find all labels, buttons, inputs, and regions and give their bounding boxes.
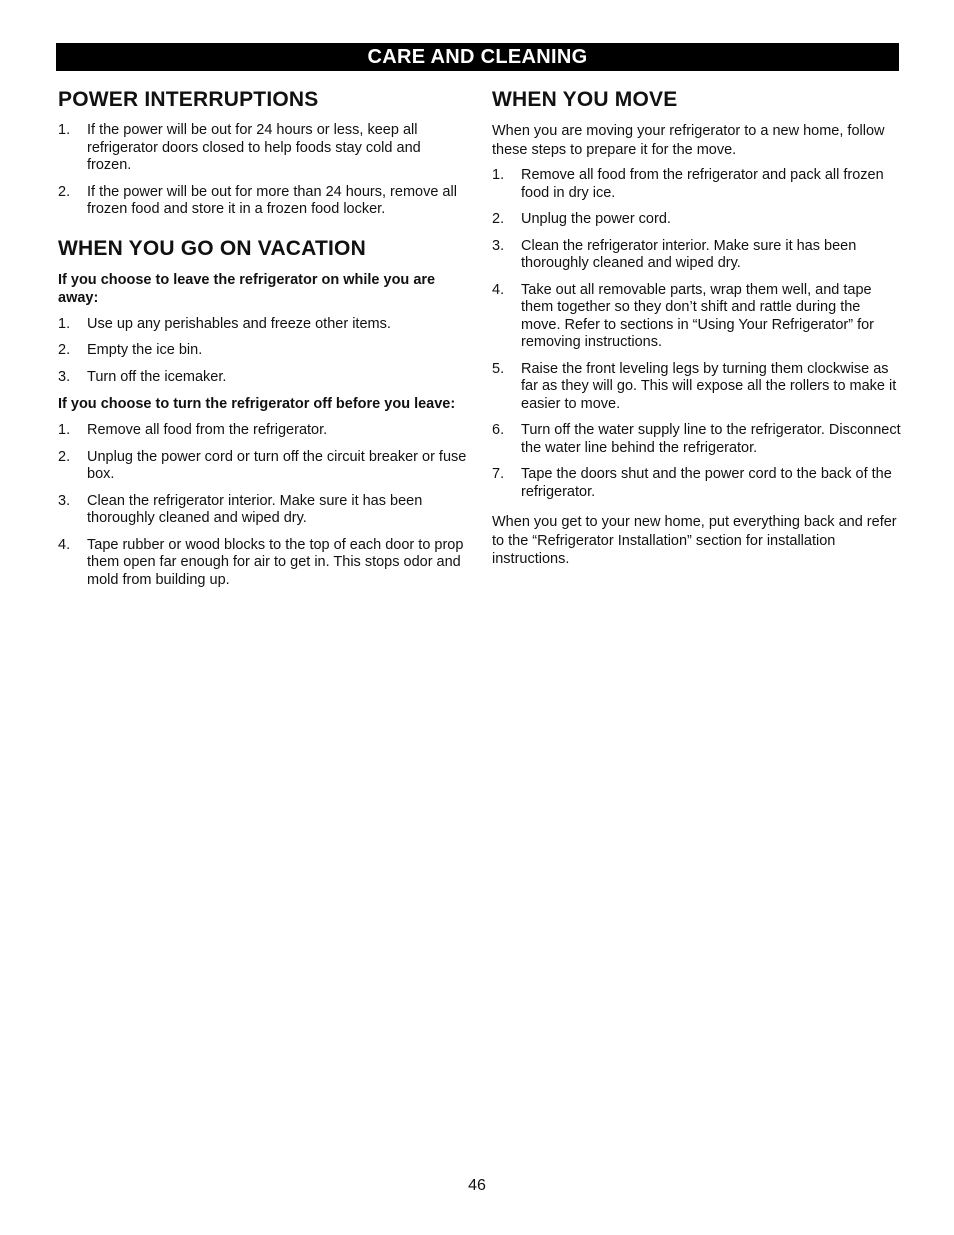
list-number: 1.: [58, 315, 71, 332]
list-number: 1.: [492, 167, 505, 183]
list-item: [58, 449, 468, 484]
list-number: 2.: [58, 448, 71, 465]
list-number: 6.: [492, 422, 505, 438]
list-number: 1.: [58, 422, 71, 438]
list-text: If the power will be out for 24 hours or less, keep all refrigerator doors closed to help foods stay cold and frozen.: [87, 122, 421, 173]
list-item: [58, 342, 468, 360]
vacation-leave-on-subheading: If you choose to leave the refrigerator on while you are away:: [58, 271, 436, 306]
move-steps-list: [492, 167, 902, 501]
list-item: [492, 211, 902, 229]
list-number: 4.: [58, 536, 71, 553]
list-item: [58, 122, 468, 175]
list-number: 3.: [492, 237, 505, 254]
move-intro: When you are moving your refrigerator to a new home, follow these steps to prepare it for the move.: [492, 123, 885, 158]
list-item: [492, 361, 902, 414]
move-closing: When you get to your new home, put everything back and refer to the “Refrigerator Installation” section for installation instructions.: [492, 514, 897, 567]
left-column: [58, 86, 468, 598]
list-text: Clean the refrigerator interior. Make sure it has been thoroughly cleaned and wiped dry.: [521, 237, 857, 271]
list-item: [58, 316, 468, 334]
list-text: Use up any perishables and freeze other items.: [87, 315, 391, 332]
list-item: [58, 537, 468, 590]
list-number: 7.: [492, 466, 505, 482]
power-interruptions-heading: POWER INTERRUPTIONS: [58, 88, 319, 111]
list-number: 2.: [58, 342, 71, 358]
list-number: 2.: [492, 211, 505, 227]
when-you-move-heading: WHEN YOU MOVE: [492, 88, 678, 111]
list-text: Remove all food from the refrigerator.: [87, 422, 328, 438]
list-item: [492, 282, 902, 352]
list-text: If the power will be out for more than 24 hours, remove all frozen food and store it in a frozen food locker.: [87, 183, 457, 217]
list-item: [58, 369, 468, 387]
list-text: Turn off the water supply line to the refrigerator. Disconnect the water line behind the refrigerator.: [521, 422, 901, 456]
list-number: 5.: [492, 360, 505, 377]
list-number: 2.: [58, 183, 71, 200]
vacation-leave-on-list: [58, 316, 468, 387]
list-number: 4.: [492, 281, 505, 298]
section-banner: CARE AND CLEANING: [56, 43, 899, 71]
list-text: Empty the ice bin.: [87, 342, 203, 358]
list-text: Raise the front leveling legs by turning them clockwise as far as they will go. This will expose all the rollers to make it easier to move.: [521, 360, 897, 412]
list-text: Tape the doors shut and the power cord to the back of the refrigerator.: [521, 466, 892, 500]
list-number: 1.: [58, 122, 71, 138]
list-item: [492, 422, 902, 457]
vacation-turn-off-list: [58, 422, 468, 589]
list-text: Clean the refrigerator interior. Make sure it has been thoroughly cleaned and wiped dry.: [87, 492, 423, 526]
list-text: Take out all removable parts, wrap them well, and tape them together so they don’t shift and rattle during the move. Refer to sections in “Using Your Refrigerator” for removing instructions.: [521, 281, 874, 350]
list-text: Unplug the power cord.: [521, 211, 671, 227]
list-item: [492, 167, 902, 202]
list-item: [58, 184, 468, 219]
list-number: 3.: [58, 368, 71, 385]
list-item: [58, 422, 468, 440]
right-column: [492, 86, 902, 577]
list-item: [58, 493, 468, 528]
vacation-heading: WHEN YOU GO ON VACATION: [58, 236, 366, 260]
vacation-turn-off-subheading: If you choose to turn the refrigerator off before you leave:: [58, 396, 456, 412]
page-number: 46: [468, 1177, 486, 1194]
list-item: [492, 238, 902, 273]
list-item: [492, 466, 902, 501]
list-text: Remove all food from the refrigerator and pack all frozen food in dry ice.: [521, 167, 884, 201]
list-number: 3.: [58, 492, 71, 509]
power-interruptions-list: [58, 122, 468, 219]
list-text: Turn off the icemaker.: [87, 368, 227, 385]
list-text: Tape rubber or wood blocks to the top of each door to prop them open far enough for air to get in. This stops odor and mold from building up.: [87, 536, 464, 588]
list-text: Unplug the power cord or turn off the circuit breaker or fuse box.: [87, 448, 467, 482]
